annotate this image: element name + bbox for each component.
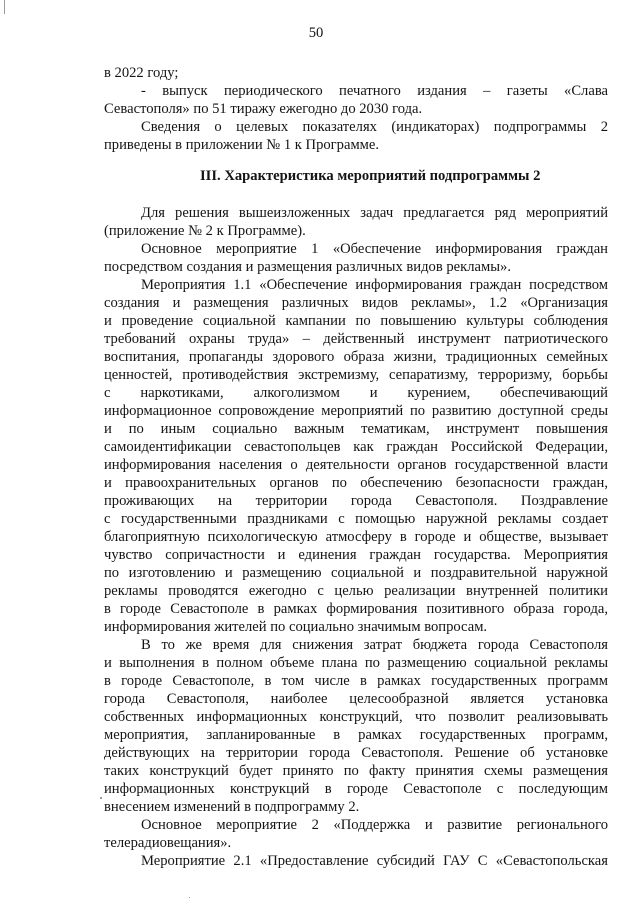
text-line: Для решения вышеизложенных задач предлагается ряд мероприятий (141, 205, 608, 221)
text-line: благоприятную психологическую атмосферу в городе и обществе, вызывает (104, 529, 608, 545)
text-line: с наркотиками, алкоголизмом и курением, обеспечивающий (104, 385, 608, 401)
text-line: воспитания, пропаганды здорового образа жизни, традиционных семейных (104, 349, 608, 365)
section-heading: III. Характеристика мероприятий подпрограммы 2 (200, 168, 541, 184)
text-line: информирования жителей по социально значимым вопросам. (104, 619, 488, 635)
text-line: информирования населения о деятельности органов государственной власти (104, 457, 608, 473)
text-line: с государственными праздниками с помощью наружной рекламы создает (104, 511, 608, 527)
scan-artifact-mark (189, 897, 190, 898)
text-line: Основное мероприятие 1 «Обеспечение информирования граждан (141, 241, 608, 257)
text-line: приведены в приложении № 1 к Программе. (104, 137, 380, 153)
text-line: в 2022 году; (104, 65, 179, 81)
text-line: и правоохранительных органов по обеспечению безопасности граждан, (104, 475, 608, 491)
text-line: Севастополя» по 51 тиражу ежегодно до 2030 года. (104, 101, 423, 117)
text-line: информационных конструкций в городе Севастополе с последующим (104, 781, 608, 797)
text-line: чувство сопричастности и единения граждан государства. Мероприятия (104, 547, 608, 563)
text-line: действующих на территории города Севастополя. Решение об установке (104, 745, 608, 761)
text-line: Мероприятия 1.1 «Обеспечение информирования граждан посредством (141, 277, 608, 293)
text-line: мероприятия, запланированные в рамках государственных программ, (104, 727, 608, 743)
text-line: ценностей, противодействия экстремизму, сепаратизму, терроризму, борьбы (104, 367, 608, 383)
text-line: (приложение № 2 к Программе). (104, 223, 306, 239)
text-line: информационное сопровождение мероприятий по развитию доступной среды (104, 403, 608, 419)
text-line: Мероприятие 2.1 «Предоставление субсидий ГАУ С «Севастопольская (141, 853, 608, 869)
text-line: В то же время для снижения затрат бюджета города Севастополя (141, 637, 608, 653)
text-line: и выполнения в полном объеме плана по размещению социальной рекламы (104, 655, 608, 671)
text-line: в городе Севастополе в рамках формирования позитивного образа города, (104, 601, 608, 617)
text-line: создания и размещения различных видов рекламы», 1.2 «Организация (104, 295, 608, 311)
text-line: и по иным социально важным тематикам, инструмент повышения (104, 421, 608, 437)
text-line: Сведения о целевых показателях (индикаторах) подпрограммы 2 (141, 119, 608, 135)
text-line: рекламы проводятся ежегодно с целью реализации внутренней политики (104, 583, 608, 599)
text-line: и проведение социальной кампании по повышению культуры соблюдения (104, 313, 608, 329)
text-line: по изготовлению и размещению социальной и поздравительной наружной (104, 565, 608, 581)
text-line: - выпуск периодического печатного издания – газеты «Слава (141, 83, 608, 99)
text-line: проживающих на территории города Севастополя. Поздравление (104, 493, 608, 509)
scan-artifact-mark (100, 797, 102, 799)
text-line: собственных информационных конструкций, что позволит реализовывать (104, 709, 608, 725)
text-line: телерадиовещания». (104, 835, 232, 851)
scan-edge-mark (4, 0, 5, 14)
text-line: таких конструкций будет принято по факту принятия схемы размещения (104, 763, 608, 779)
text-line: требований охраны труда» – действенный инструмент патриотического (104, 331, 608, 347)
page-number: 50 (308, 25, 324, 41)
text-line: в городе Севастополе, в том числе в рамках государственных программ (104, 673, 608, 689)
text-line: посредством создания и размещения различных видов рекламы». (104, 259, 511, 275)
text-line: города Севастополя, наиболее целесообразной является установка (104, 691, 608, 707)
text-line: внесением изменений в подпрограмму 2. (104, 799, 360, 815)
text-line: Основное мероприятие 2 «Поддержка и развитие регионального (141, 817, 608, 833)
text-line: самоидентификации севастопольцев как граждан Российской Федерации, (104, 439, 608, 455)
